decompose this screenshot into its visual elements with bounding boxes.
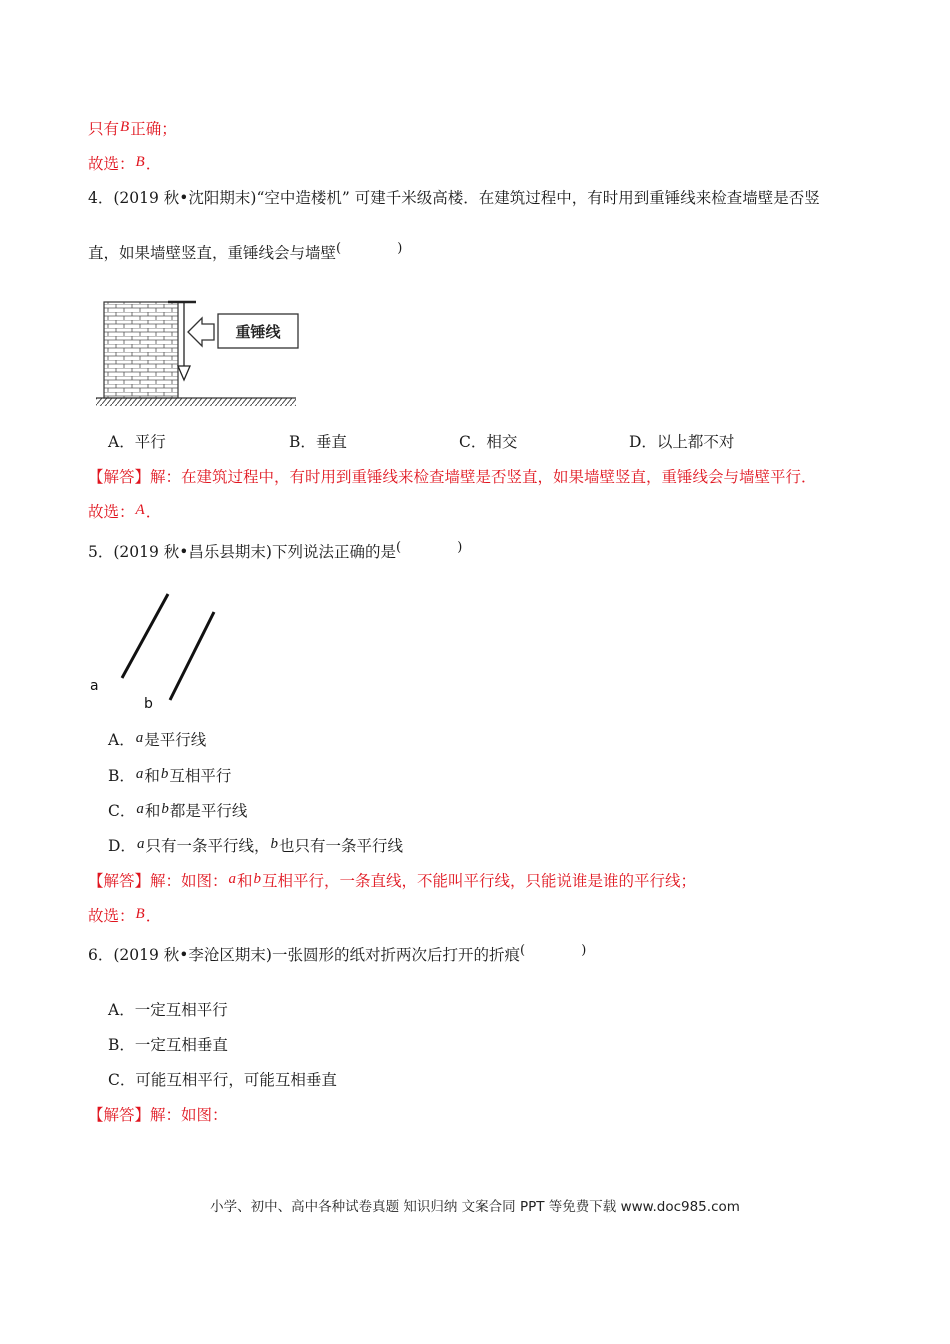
q4-option-d[interactable]: D．以上都不对 <box>629 433 735 451</box>
plumb-bob <box>178 366 190 380</box>
q6-option-b[interactable]: B．一定互相垂直 <box>108 1036 228 1054</box>
q5-option-b[interactable]: B．a和b互相平行 <box>108 766 232 785</box>
q6-option-a[interactable]: A．一定互相平行 <box>108 1001 228 1019</box>
prev-answer: 故选：B． <box>88 154 162 173</box>
plumb-line-figure <box>92 296 302 412</box>
plumb-label: 重锤线 <box>235 323 281 341</box>
q6-stem: 6．(2019 秋•李沧区期末)一张圆形的纸对折两次后打开的折痕( ) <box>88 943 613 964</box>
q4-answer: 故选：A． <box>88 502 162 521</box>
parallel-lines-figure <box>84 586 224 716</box>
q6-option-c[interactable]: C．可能互相平行，可能互相垂直 <box>108 1071 337 1089</box>
var-b: B <box>120 119 130 135</box>
prev-conclusion: 只有B正确； <box>88 119 177 138</box>
answer-blank: ( ) <box>336 241 429 256</box>
q5-option-d[interactable]: D．a只有一条平行线，b也只有一条平行线 <box>108 836 403 855</box>
ground <box>96 398 296 406</box>
q4-option-a[interactable]: A．平行 <box>108 433 166 451</box>
q4-options <box>108 430 808 452</box>
line-b <box>170 612 214 700</box>
page-footer: 小学、初中、高中各种试卷真题 知识归纳 文案合同 PPT 等免费下载 www.doc985.com <box>210 1199 740 1215</box>
q5-solution: 【解答】解：如图：a和b互相平行，一条直线，不能叫平行线，只能说谁是谁的平行线； <box>88 871 697 890</box>
q6-solution: 【解答】解：如图： <box>88 1106 228 1124</box>
line-a <box>122 594 168 678</box>
answer-blank: ( ) <box>395 540 489 555</box>
q4-stem-line1: 4．(2019 秋•沈阳期末)“空中造楼机” 可建千米级高楼．在建筑过程中，有时用到重锤线来检查墙壁是否竖 <box>88 189 820 207</box>
q4-option-c[interactable]: C．相交 <box>459 433 518 451</box>
q5-option-a[interactable]: A．a是平行线 <box>108 730 207 749</box>
brick-wall <box>104 302 178 398</box>
q4-stem-line2: 直，如果墙壁竖直，重锤线会与墙壁( ) <box>88 241 429 262</box>
label-a: a <box>90 678 99 694</box>
q4-solution: 【解答】解：在建筑过程中，有时用到重锤线来检查墙壁是否竖直，如果墙壁竖直，重锤线会与墙壁平行． <box>88 468 817 486</box>
q5-answer: 故选：B． <box>88 906 162 925</box>
q5-option-c[interactable]: C．a和b都是平行线 <box>108 801 248 820</box>
q5-stem: 5．(2019 秋•昌乐县期末)下列说法正确的是( ) <box>88 540 489 561</box>
answer-blank: ( ) <box>519 943 613 958</box>
q4-option-b[interactable]: B．垂直 <box>289 433 347 451</box>
label-b: b <box>144 696 153 712</box>
left-arrow-icon <box>188 318 214 346</box>
